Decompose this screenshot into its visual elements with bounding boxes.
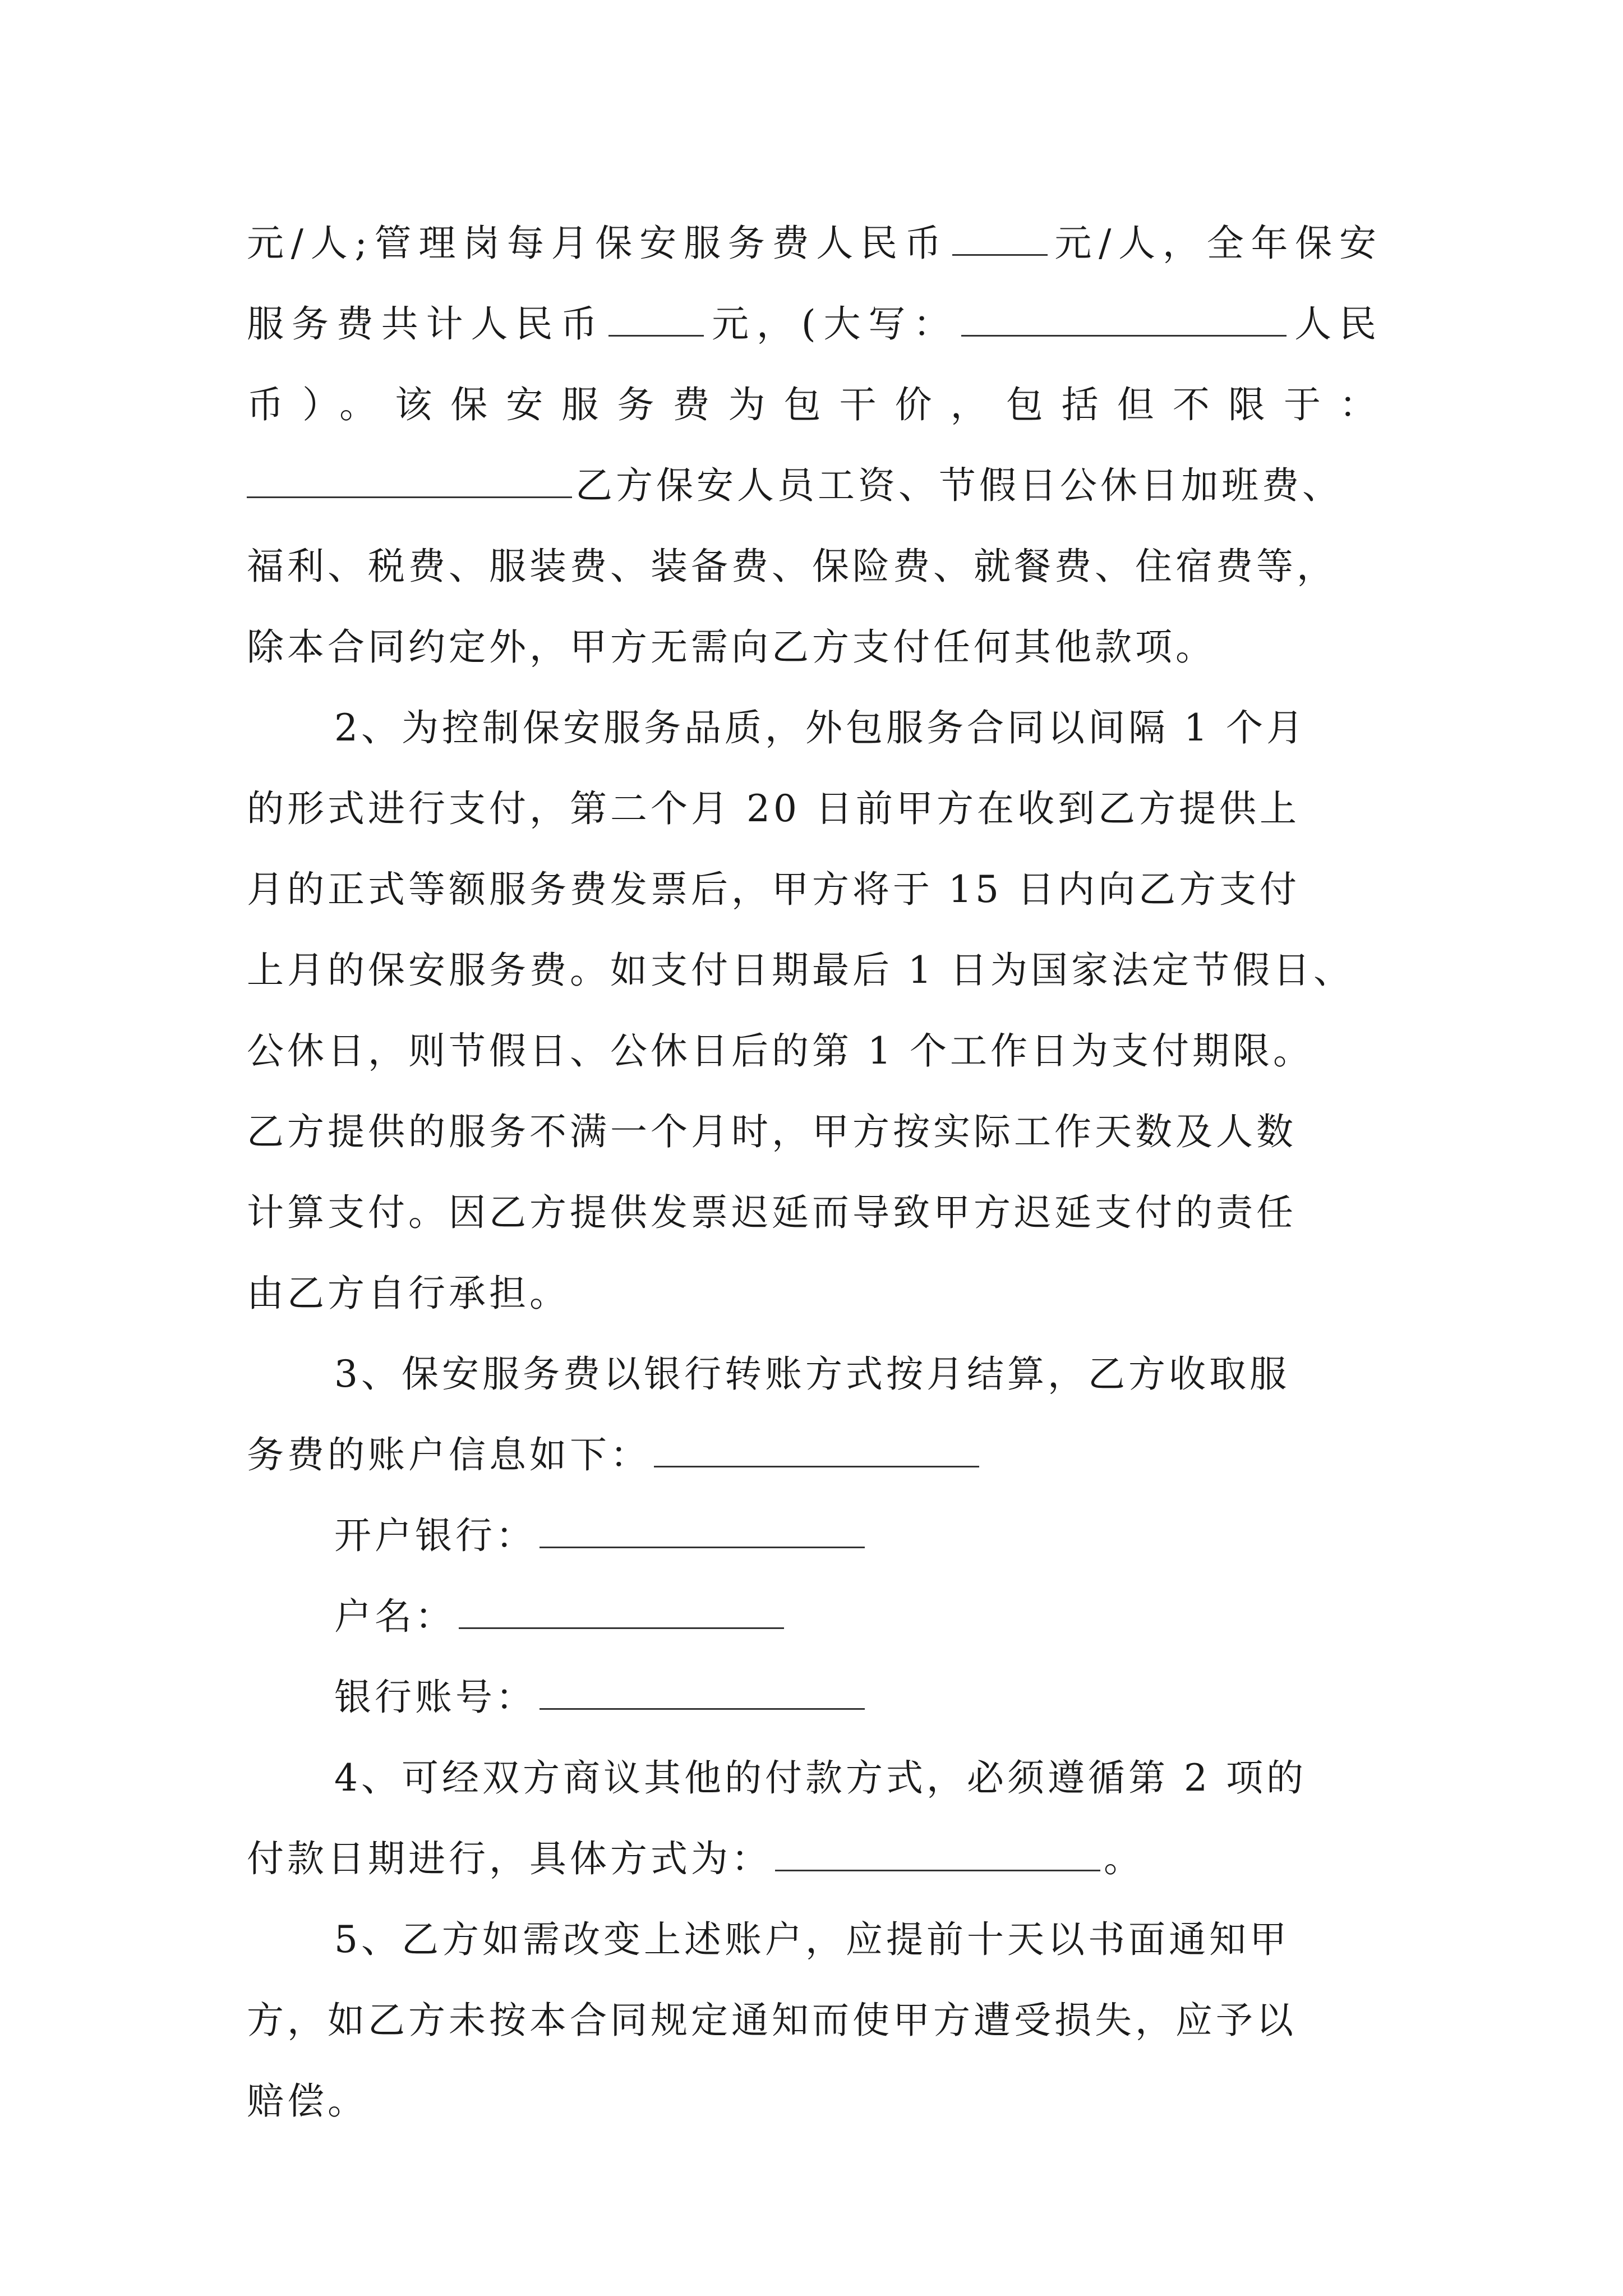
line-text: 元/人;管理岗每月保安服务费人民币	[247, 222, 949, 265]
fill-blank[interactable]	[540, 1667, 865, 1710]
line-text: 乙方提供的服务不满一个月时，甲方按实际工作天数及人数	[247, 1110, 1297, 1153]
text-line	[247, 1899, 1380, 1980]
text-line	[247, 1980, 1380, 2061]
fill-blank[interactable]	[952, 213, 1048, 256]
fill-blank[interactable]	[654, 1424, 979, 1467]
line-text: 乙方保安人员工资、节假日公休日加班费、	[575, 464, 1343, 507]
line-text: 方，如乙方未按本合同规定通知而使甲方遭受损失，应予以	[247, 1999, 1297, 2042]
line-text: 务费的账户信息如下：	[247, 1433, 651, 1476]
text-line	[247, 2061, 1380, 2142]
text-line	[247, 1334, 1380, 1415]
line-text: 计算支付。因乙方提供发票迟延而导致甲方迟延支付的责任	[247, 1191, 1297, 1234]
line-text: 5、乙方如需改变上述账户，应提前十天以书面通知甲	[334, 1918, 1290, 1961]
line-text: 2、为控制保安服务品质，外包服务合同以间隔 1 个月	[334, 706, 1307, 749]
fill-blank[interactable]	[608, 293, 704, 337]
fill-blank[interactable]	[775, 1828, 1100, 1871]
text-line	[247, 1738, 1380, 1819]
text-line	[247, 365, 1380, 445]
line-text: 赔偿。	[247, 2079, 368, 2123]
text-line	[247, 688, 1380, 769]
fill-blank[interactable]	[540, 1505, 865, 1548]
text-line	[247, 1011, 1380, 1092]
text-line	[247, 1576, 1380, 1657]
line-text: 3、保安服务费以银行转账方式按月结算，乙方收取服	[334, 1352, 1290, 1396]
line-text: 月的正式等额服务费发票后，甲方将于 15 日内向乙方支付	[247, 868, 1300, 911]
text-line	[247, 1496, 1380, 1576]
line-text: 。	[1104, 1837, 1144, 1880]
text-line	[247, 445, 1380, 526]
text-line	[247, 1657, 1380, 1738]
text-line	[247, 1819, 1380, 1899]
text-line	[247, 1172, 1380, 1253]
text-line	[247, 1092, 1380, 1172]
fill-blank[interactable]	[459, 1586, 784, 1629]
text-line	[247, 1415, 1380, 1496]
line-text: 由乙方自行承担。	[247, 1272, 570, 1315]
line-text: 元，(大写：	[707, 302, 958, 346]
fill-blank[interactable]	[247, 455, 572, 498]
line-text: 开户银行：	[334, 1514, 536, 1557]
line-text: 福利、税费、服装费、装备费、保险费、就餐费、住宿费等，	[247, 545, 1337, 588]
line-text: 人民	[1290, 302, 1380, 346]
text-line	[247, 526, 1380, 607]
line-text: 公休日，则节假日、公休日后的第 1 个工作日为支付期限。	[247, 1029, 1313, 1073]
text-line	[247, 203, 1380, 284]
line-text: 元/人，全年保安	[1050, 222, 1380, 265]
contract-body	[247, 203, 1380, 2142]
text-line	[247, 284, 1380, 365]
line-text: 币）。该保安服务费为包干价，包括但不限于：	[247, 383, 1380, 426]
line-text: 服务费共计人民币	[247, 302, 606, 346]
line-text: 银行账号：	[334, 1676, 536, 1719]
text-line	[247, 930, 1380, 1011]
text-line	[247, 849, 1380, 930]
line-text: 上月的保安服务费。如支付日期最后 1 日为国家法定节假日、	[247, 949, 1354, 992]
text-line	[247, 607, 1380, 688]
line-text: 的形式进行支付，第二个月 20 日前甲方在收到乙方提供上	[247, 787, 1300, 830]
text-line	[247, 1253, 1380, 1334]
fill-blank[interactable]	[961, 293, 1287, 337]
line-text: 除本合同约定外，甲方无需向乙方支付任何其他款项。	[247, 625, 1216, 669]
line-text: 户名：	[334, 1595, 455, 1638]
text-line	[247, 769, 1380, 849]
line-text: 4、可经双方商议其他的付款方式，必须遵循第 2 项的	[334, 1756, 1307, 1800]
line-text: 付款日期进行，具体方式为：	[247, 1837, 772, 1880]
